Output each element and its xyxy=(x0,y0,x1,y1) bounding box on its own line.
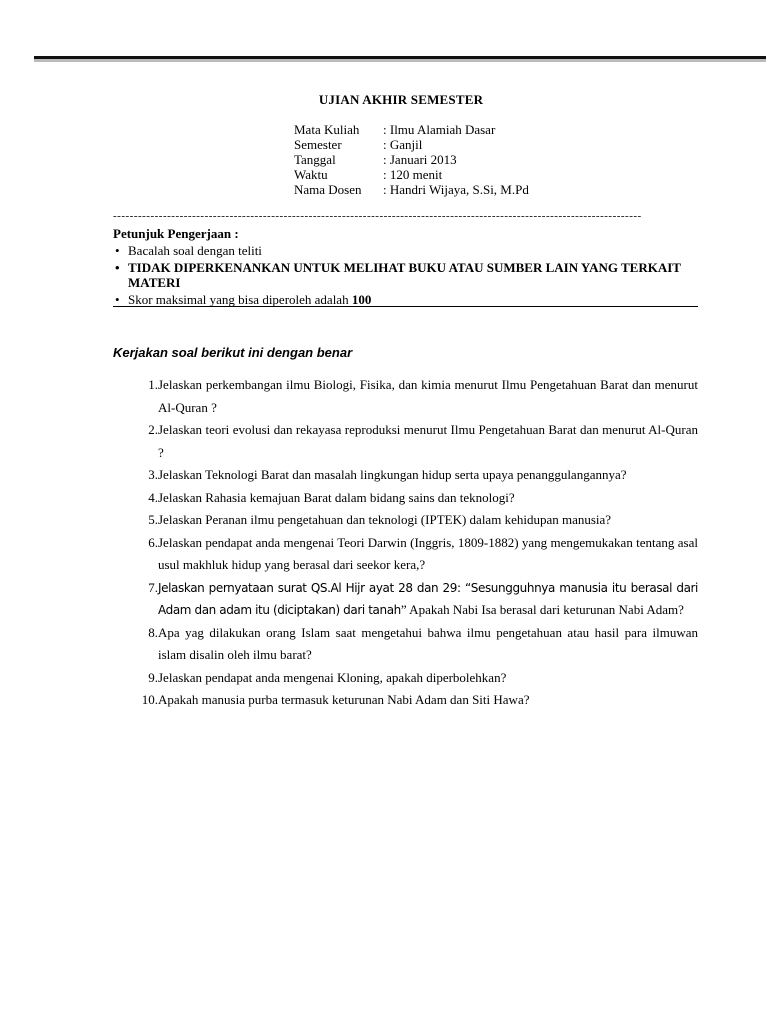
question-item xyxy=(130,667,698,690)
question-text: Jelaskan pendapat anda mengenai Teori Darwin (Inggris, 1809-1882) yang mengemukakan tentang asal usul makhluk hidup yang berasal dari seekor kera,? xyxy=(158,534,698,572)
meta-label: Semester xyxy=(294,137,342,152)
question-number: 2. xyxy=(148,422,158,437)
meta-label: Tanggal xyxy=(294,152,336,167)
question-number: 8. xyxy=(148,624,158,640)
question-text: Jelaskan Peranan ilmu pengetahuan dan teknologi (IPTEK) dalam kehidupan manusia? xyxy=(158,512,612,527)
meta-value: : Ilmu Alamiah Dasar xyxy=(383,122,496,137)
meta-row-semester xyxy=(294,137,529,152)
question-item xyxy=(130,532,698,577)
instructions-rule xyxy=(113,306,698,307)
question-number: 6. xyxy=(148,534,158,550)
page-title: UJIAN AKHIR SEMESTER xyxy=(318,92,484,107)
question-text: Jelaskan pendapat anda mengenai Kloning, apakah diperbolehkan? xyxy=(158,669,507,685)
instruction-item: • Skor maksimal yang bisa diperoleh adalah 100 xyxy=(113,292,698,307)
meta-value: : 120 menit xyxy=(383,167,443,182)
question-text: Jelaskan perkembangan ilmu Biologi, Fisika, dan kimia menurut Ilmu Pengetahuan Barat dan menurut Al-Quran ? xyxy=(158,377,698,415)
instructions-title: Petunjuk Pengerjaan : xyxy=(113,226,239,241)
meta-label: Nama Dosen xyxy=(294,182,362,197)
question-number: 5. xyxy=(148,512,158,527)
question-text xyxy=(157,577,698,622)
instructions xyxy=(113,226,698,309)
question-text: Apa yag dilakukan orang Islam saat mengetahui bahwa ilmu pengetahuan atau hasil para ilmuwan islam disalin oleh ilmu barat? xyxy=(158,624,698,662)
question-item xyxy=(130,487,698,510)
dashed-separator: ------------------------------------------------------------------------------------------------------------------------------- xyxy=(113,210,642,222)
question-text: Apakah manusia purba termasuk keturunan Nabi Adam dan Siti Hawa? xyxy=(158,692,530,707)
question-item xyxy=(130,577,698,622)
question-number: 10. xyxy=(141,692,158,707)
instructions-list xyxy=(113,243,698,307)
question-item xyxy=(130,689,698,712)
question-text-part: Jelaskan pernyataan surat QS.Al Hijr ayat 28 dan 29: “Sesungguhnya manusia itu berasal dari Adam dan adam itu (diciptakan) dari tanah xyxy=(158,580,698,617)
meta-value: : Handri Wijaya, S.Si, M.Pd xyxy=(383,182,529,197)
exam-meta xyxy=(294,122,529,197)
meta-row-course xyxy=(294,122,529,137)
question-item xyxy=(130,509,698,532)
instruction-item: • TIDAK DIPERKENANKAN UNTUK MELIHAT BUKU ATAU SUMBER LAIN YANG TERKAIT MATERI xyxy=(113,260,698,290)
question-number: 4. xyxy=(148,489,158,505)
meta-value: : Januari 2013 xyxy=(383,152,457,167)
question-text: Jelaskan Rahasia kemajuan Barat dalam bidang sains dan teknologi? xyxy=(158,489,515,505)
section-heading: Kerjakan soal berikut ini dengan benar xyxy=(113,345,353,360)
question-number: 9. xyxy=(148,669,158,685)
question-number: 1. xyxy=(148,377,158,392)
meta-row-time xyxy=(294,167,529,182)
meta-value: : Ganjil xyxy=(383,137,423,152)
top-rule xyxy=(34,56,766,59)
question-text: Jelaskan teori evolusi dan rekayasa reproduksi menurut Ilmu Pengetahuan Barat dan menurut Al-Quran ? xyxy=(158,422,698,460)
question-item xyxy=(130,464,698,487)
question-item xyxy=(130,374,698,419)
instruction-item: • Bacalah soal dengan teliti xyxy=(113,243,698,258)
meta-row-lecturer xyxy=(294,182,529,197)
question-text-part: ” Apakah Nabi Isa berasal dari keturunan Nabi Adam? xyxy=(400,602,684,617)
question-item xyxy=(130,622,698,667)
meta-label: Mata Kuliah xyxy=(294,122,360,137)
max-score: 100 xyxy=(351,292,372,307)
question-number: 7. xyxy=(148,579,158,595)
meta-row-date xyxy=(294,152,529,167)
meta-label: Waktu xyxy=(294,167,328,182)
question-item xyxy=(130,419,698,464)
question-text: Jelaskan Teknologi Barat dan masalah lingkungan hidup serta upaya penanggulangannya? xyxy=(158,467,627,482)
question-number: 3. xyxy=(148,467,158,482)
question-list xyxy=(130,374,698,712)
